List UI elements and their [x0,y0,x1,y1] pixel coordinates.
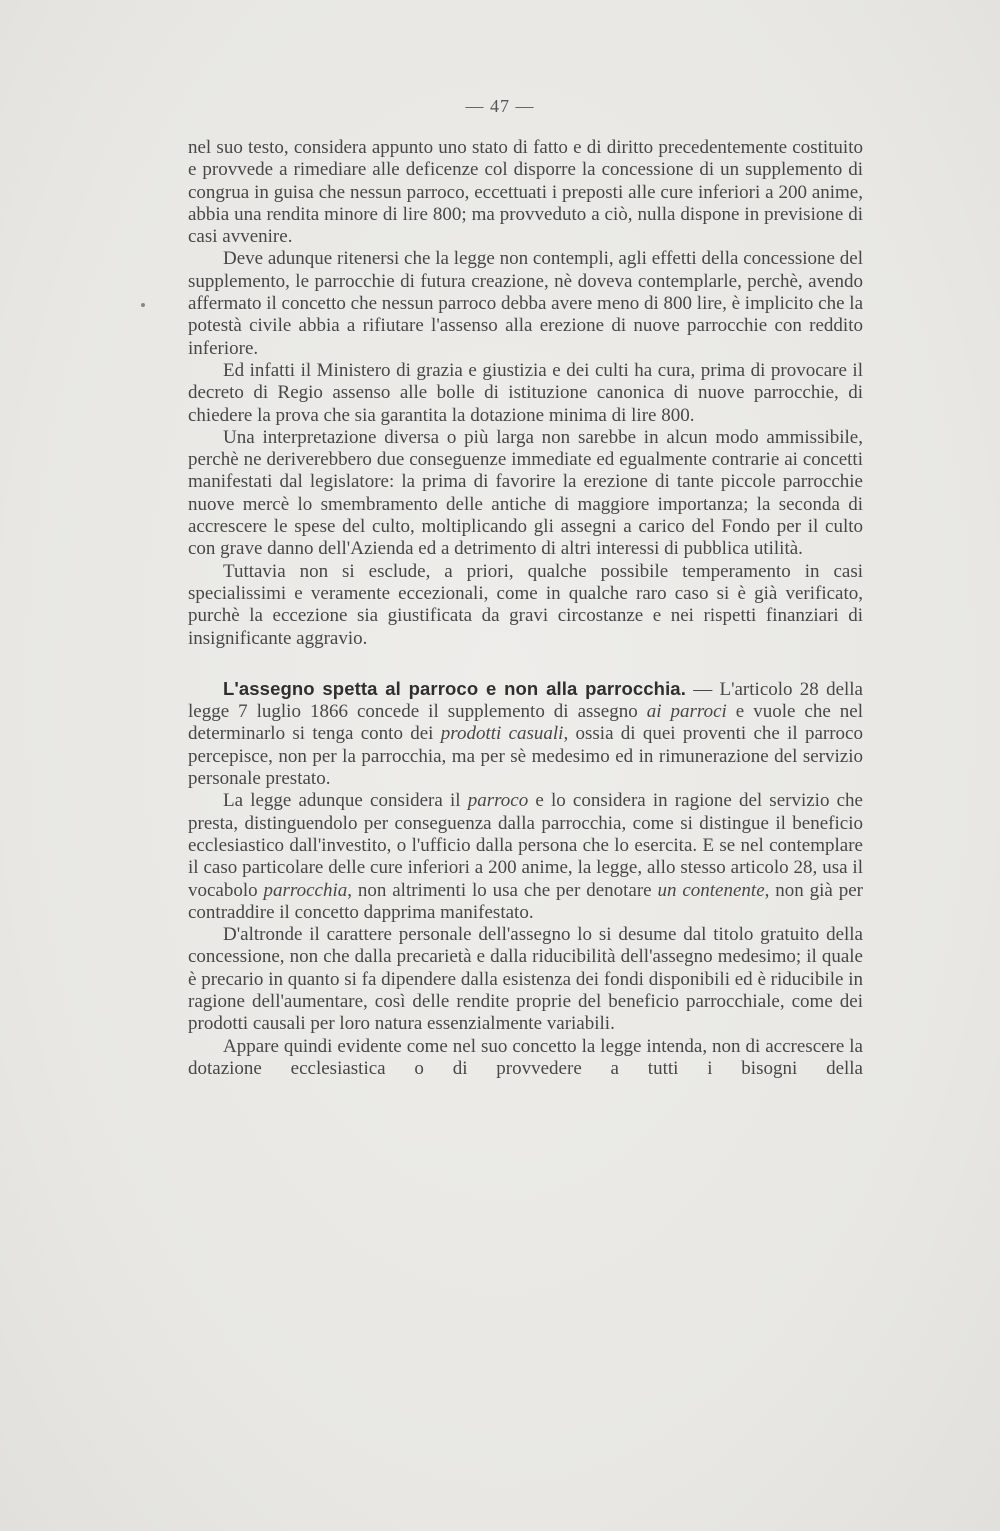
section-spacer [188,650,863,678]
italic-term: ai parroci [646,701,727,723]
page-number: — 47 — [465,96,535,116]
italic-term: parroco [467,790,529,812]
paragraph-2: Deve adunque ritenersi che la legge non contempli, agli effetti della concessione del supplemento, le parrocchie di futura creazione, nè doveva contemplarle, perchè, avendo affermato il concetto che nessun parroco debba avere meno di 800 lire, è implicito che la potestà civile abbia a rifiutare l'assenso alla erezione di nuove parrocchie con reddito inferiore. [188,248,863,359]
paragraph-3: Ed infatti il Ministero di grazia e giustizia e dei culti ha cura, prima di provocare il decreto di Regio assenso alle bolle di istituzione canonica di nuove parrocchie, di chiedere la prova che sia garantita la dotazione minima di lire 800. [188,359,863,426]
text-run: La legge adunque considera il [223,790,468,812]
section-paragraph-3: D'altronde il carattere personale dell'assegno lo si desume dal titolo gratuito della concessione, non che dalla precarietà e dalla riducibilità dell'assegno medesimo; il quale è precario in quanto si fa dipendere dalla esistenza dei fondi disponibili ed è riducibile in ragione dell'aumentare, così delle rendite proprie del beneficio parrocchiale, come dei prodotti causali per loro natura essenzialmente variabili. [188,924,863,1035]
text-run: e lo considera in ragione del servizio che presta, distinguendolo per conseguenza dalla parrocchia, come si distingue il beneficio ecclesiastico dall'investito, o l'ufficio dalla persona che lo esercita. E se nel contemplare il caso particolare delle cure inferiori a 200 anime, la legge, allo stesso articolo 28, usa il vocabolo [188,790,863,901]
paragraph-5: Tuttavia non si esclude, a priori, qualche possibile temperamento in casi specialissimi e veramente eccezionali, come in qualche raro caso si è già verificato, purchè la eccezione sia giustificata da gravi circostanze e nei rispetti finanziari di insignificante aggravio. [188,560,863,649]
paragraph-1: nel suo testo, considera appunto uno stato di fatto e di diritto precedentemente costituito e provvede a rimediare alle deficenze col disporre la concessione di un supplemento di congrua in guisa che nessun parroco, eccettuati i preposti alle cure inferiori a 200 anime, abbia una rendita minore di lire 800; ma provveduto a ciò, nulla dispone in previsione di casi avvenire. [188,137,863,248]
italic-term: parrocchia [263,879,348,901]
text-run: , non altrimenti lo usa che per denotare [347,879,658,901]
italic-term: un contenente [657,879,765,901]
paragraph-4: Una interpretazione diversa o più larga non sarebbe in alcun modo ammissibile, perchè ne deriverebbero due conseguenze immediate ed egualmente contrarie ai concetti manifestati dal legislatore: la prima di favorire la erezione di tante piccole parrocchie nuove mercè lo smembramento delle antiche di maggiore importanza; la seconda di accrescere le spese del culto, moltiplicando gli assegni a carico del Fondo per il culto con grave danno dell'Azienda ed a detrimento di altri interessi di pubblica utilità. [188,426,863,560]
text-run: e vuole che nel determinarlo si tenga conto dei [188,701,864,745]
section-heading: L'assegno spetta al parroco e non alla parrocchia. [223,677,686,699]
text-run: , non già per contraddire il concetto dapprima manifestato. [188,879,863,923]
section-paragraph-2 [188,790,863,924]
text-run: , ossia di quei proventi che il parroco percepisce, non per la parrocchia, ma per sè medesimo ed in rimunerazione del servizio personale prestato. [188,723,863,790]
margin-mark [141,303,145,307]
text-run: — L'articolo 28 della legge 7 luglio 1866 concede il supplemento di assegno [188,678,863,723]
section-paragraph-4: Appare quindi evidente come nel suo concetto la legge intenda, non di accrescere la dotazione ecclesiastica o di provvedere a tutti i bisogni della [188,1035,863,1079]
italic-term: prodotti casuali [440,723,564,745]
body-text [188,137,863,1080]
section-paragraph-1 [188,678,863,790]
